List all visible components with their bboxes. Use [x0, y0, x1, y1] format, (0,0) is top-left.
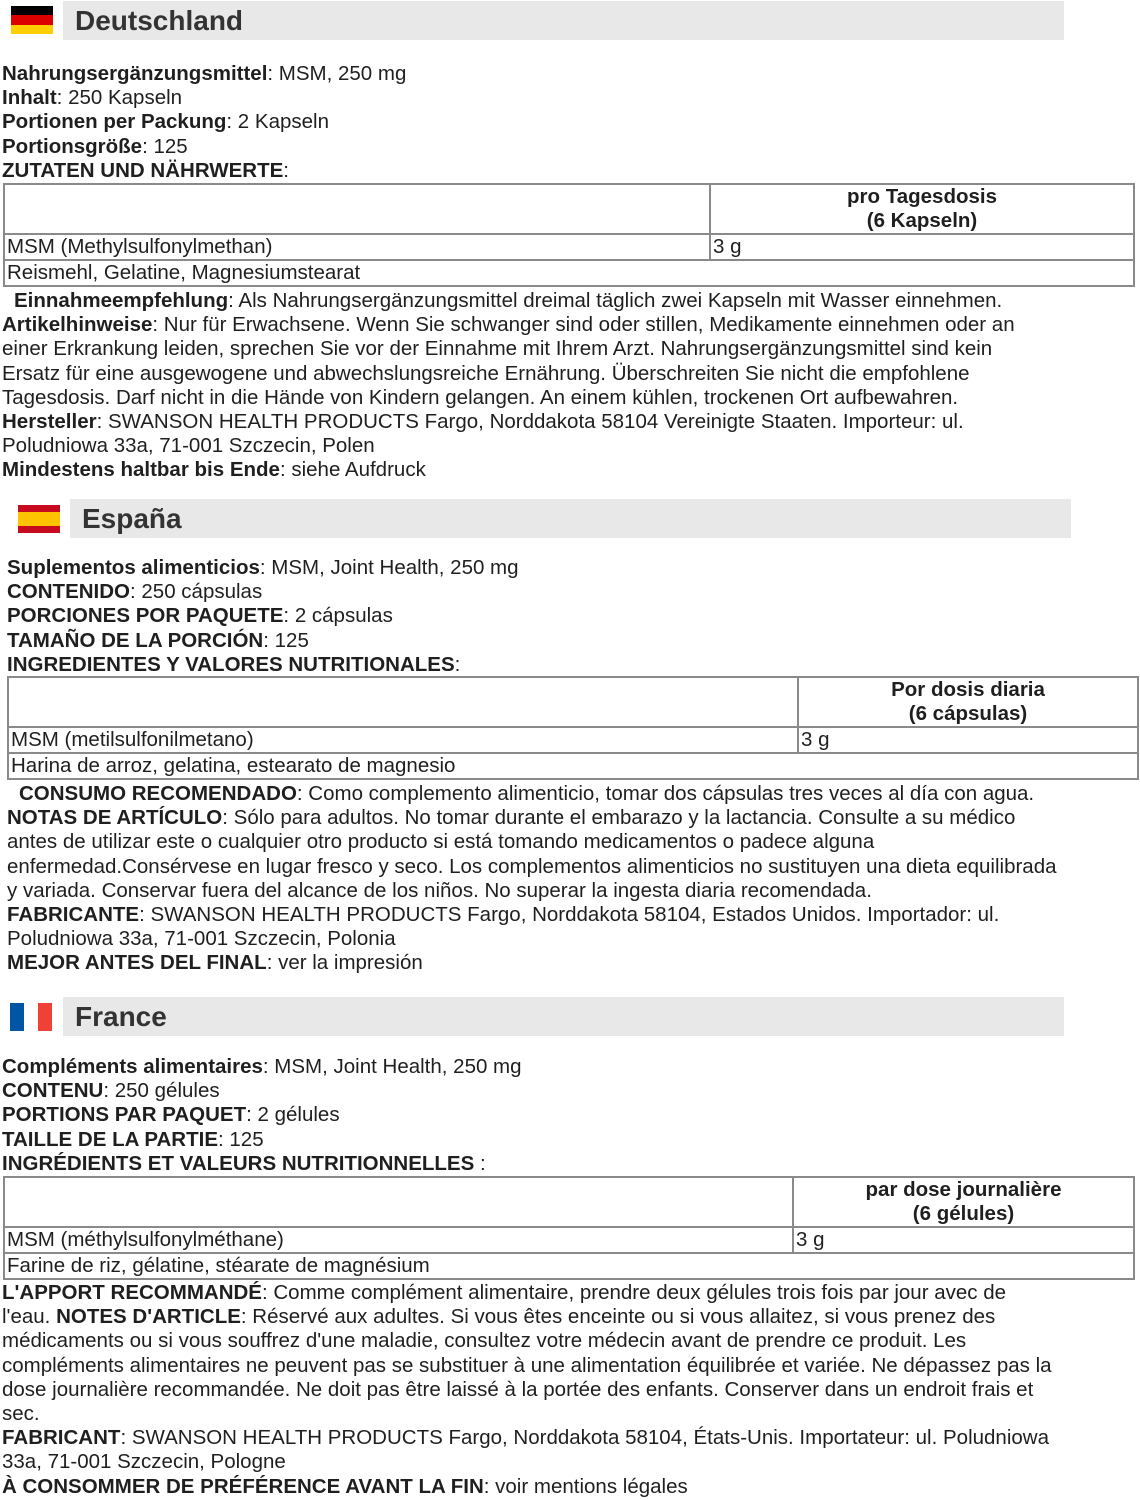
details-text — [7, 782, 1140, 976]
fact-label: PORTIONS PAR PAQUET — [2, 1103, 247, 1127]
section-header — [0, 0, 1140, 40]
fact-label: ZUTATEN UND NÄHRWERTE — [2, 158, 284, 182]
table-empty-cell — [8, 677, 798, 727]
text-line: Hersteller: SWANSON HEALTH PRODUCTS Fargo, Norddakota 58104 Vereinigte Staaten. Importeur: ul. — [2, 409, 964, 433]
fact-value: : 2 cápsulas — [283, 604, 393, 628]
text-line: Poludniowa 33a, 71-001 Szczecin, Polonia — [7, 927, 396, 951]
text-line: À CONSOMMER DE PRÉFÉRENCE AVANT LA FIN: voir mentions légales — [2, 1474, 688, 1498]
facts-list — [7, 556, 1140, 677]
details-text — [2, 289, 1138, 483]
other-ingredients: Farine de riz, gélatine, stéarate de magnésium — [4, 1253, 1134, 1279]
fact-line — [2, 110, 1138, 134]
other-ingredients: Harina de arroz, gelatina, estearato de magnesio — [8, 753, 1138, 779]
fact-value: : MSM, 250 mg — [267, 62, 407, 85]
fact-value: : 125 — [263, 628, 309, 652]
fact-line — [2, 62, 1138, 86]
section-header — [0, 996, 1140, 1036]
table-header: Por dosis diaria (6 cápsulas) — [798, 677, 1138, 727]
fact-value: : 2 gélules — [246, 1103, 340, 1127]
fact-value: : MSM, Joint Health, 250 mg — [262, 1055, 522, 1078]
fact-line — [2, 1128, 1138, 1152]
fact-value: : 250 cápsulas — [130, 580, 263, 604]
fact-value: : 250 gélules — [103, 1079, 220, 1103]
fact-label: Nahrungsergänzungsmittel — [2, 62, 268, 85]
fact-value: : — [454, 652, 461, 676]
fact-label: Portionsgröße — [2, 134, 143, 158]
text-line: compléments alimentaires ne peuvent pas se substituer à une alimentation équilibrée et variée. Ne dépassez pas la — [2, 1353, 1052, 1377]
fact-line — [2, 1152, 1138, 1176]
text-line: dose journalière recommandée. Ne doit pas être laissé à la portée des enfants. Conserver dans un endroit frais et — [2, 1377, 1034, 1401]
other-ingredients: Reismehl, Gelatine, Magnesiumstearat — [4, 260, 1134, 286]
fact-value: : 250 Kapseln — [56, 86, 183, 110]
details-text — [2, 1281, 1138, 1499]
fact-value: : MSM, Joint Health, 250 mg — [259, 556, 519, 579]
fact-line — [2, 159, 1138, 183]
ingredient-amount: 3 g — [710, 234, 1134, 260]
fact-label: TAILLE DE LA PARTIE — [2, 1127, 219, 1151]
fact-label: PORCIONES POR PAQUETE — [7, 604, 284, 628]
section-title-bar — [63, 1, 1064, 40]
fact-label: CONTENU — [2, 1079, 104, 1103]
table-empty-cell — [4, 1177, 793, 1227]
fact-label: CONTENIDO — [7, 580, 130, 604]
fact-line — [7, 580, 1140, 604]
fact-line — [2, 1103, 1138, 1127]
ingredient-amount: 3 g — [798, 727, 1138, 753]
section-title: España — [82, 503, 182, 534]
facts-list — [2, 1055, 1138, 1176]
table-empty-cell — [4, 184, 710, 234]
fact-line — [7, 629, 1140, 653]
fact-value: : — [283, 158, 289, 182]
text-line: 33a, 71-001 Szczecin, Pologne — [2, 1450, 286, 1474]
section-title: France — [75, 1001, 167, 1032]
fact-label: Compléments alimentaires — [2, 1055, 263, 1078]
text-line: médicaments ou si vous souffrez d'une maladie, consultez votre médecin avant de prendre ce produit. Les — [2, 1329, 967, 1353]
text-line: FABRICANT: SWANSON HEALTH PRODUCTS Fargo, Norddakota 58104, États-Unis. Importateur: ul. Poludniowa — [2, 1426, 1049, 1450]
spanish-flag-icon — [18, 505, 60, 533]
text-line: antes de utilizar este o cualquier otro producto si está tomando medicamentos o padece alguna — [7, 830, 875, 854]
nutrition-table — [3, 183, 1135, 287]
fact-line — [2, 1055, 1138, 1079]
text-line: einer Erkrankung leiden, sprechen Sie vor der Einnahme mit Ihrem Arzt. Nahrungsergänzungsmittel sind kein — [2, 337, 993, 361]
fact-value: : 125 — [218, 1127, 264, 1151]
text-line: y variada. Conservar fuera del alcance de los niños. No superar la ingesta diaria recomendada. — [7, 878, 872, 902]
text-line: NOTAS DE ARTÍCULO: Sólo para adultos. No tomar durante el embarazo y la lactancia. Consulte a su médico — [7, 806, 1016, 830]
ingredient-name: MSM (metilsulfonilmetano) — [8, 727, 798, 753]
text-line: L'APPORT RECOMMANDÉ: Comme complément alimentaire, prendre deux gélules trois fois par jour avec de — [2, 1281, 1007, 1304]
ingredient-name: MSM (méthylsulfonylméthane) — [4, 1227, 793, 1253]
fact-line — [7, 556, 1140, 580]
table-header: pro Tagesdosis (6 Kapseln) — [710, 184, 1134, 234]
text-line: Einnahmeempfehlung: Als Nahrungsergänzungsmittel dreimal täglich zwei Kapseln mit Wasser einnehmen. — [14, 289, 1003, 312]
text-line: FABRICANTE: SWANSON HEALTH PRODUCTS Fargo, Norddakota 58104, Estados Unidos. Importador: ul. — [7, 902, 1000, 926]
section-title-bar — [70, 499, 1071, 538]
text-line: MEJOR ANTES DEL FINAL: ver la impresión — [7, 951, 423, 975]
table-header: par dose journalière (6 gélules) — [793, 1177, 1134, 1227]
section-title: Deutschland — [75, 5, 244, 36]
text-line: Mindestens haltbar bis Ende: siehe Aufdruck — [2, 458, 426, 482]
fact-line — [7, 604, 1140, 628]
fact-line — [2, 86, 1138, 110]
fact-label: INGRÉDIENTS ET VALEURS NUTRITIONNELLES — [2, 1151, 475, 1175]
fact-label: Suplementos alimenticios — [7, 556, 260, 579]
fact-label: INGREDIENTES Y VALORES NUTRITIONALES — [7, 652, 455, 676]
fact-line — [7, 653, 1140, 677]
text-line: sec. — [2, 1401, 40, 1425]
text-line: Tagesdosis. Darf nicht in die Hände von Kindern gelangen. An einem kühlen, trockenen Ort aufbewahren. — [2, 385, 959, 409]
text-line: enfermedad.Consérvese en lugar fresco y seco. Los complementos alimenticios no sustituyen una dieta equilibrada — [7, 854, 1057, 878]
text-line: Artikelhinweise: Nur für Erwachsene. Wenn Sie schwanger sind oder stillen, Medikamente einnehmen oder an — [2, 313, 1015, 337]
text-line: l'eau. NOTES D'ARTICLE: Réservé aux adultes. Si vous êtes enceinte ou si vous allaitez, si vous prenez des — [2, 1305, 996, 1329]
fact-value: : — [474, 1151, 486, 1175]
fact-label: Portionen per Packung — [2, 110, 227, 134]
fact-label: TAMAÑO DE LA PORCIÓN — [7, 628, 264, 652]
fact-line — [2, 1079, 1138, 1103]
nutrition-table — [7, 676, 1139, 780]
fact-label: Inhalt — [2, 86, 57, 110]
section-title-bar — [63, 997, 1064, 1036]
ingredient-amount: 3 g — [793, 1227, 1134, 1253]
fact-value: : 2 Kapseln — [226, 110, 329, 134]
fact-value: : 125 — [142, 134, 188, 158]
french-flag-icon — [10, 1003, 52, 1031]
section-header — [0, 498, 1140, 538]
text-line: Poludniowa 33a, 71-001 Szczecin, Polen — [2, 434, 375, 458]
text-line: Ersatz für eine ausgewogene und abwechslungsreiche Ernährung. Überschreiten Sie nicht die empfohlene — [2, 361, 970, 385]
ingredient-name: MSM (Methylsulfonylmethan) — [4, 234, 710, 260]
facts-list — [2, 62, 1138, 183]
nutrition-table — [3, 1176, 1135, 1280]
fact-line — [2, 135, 1138, 159]
text-line: CONSUMO RECOMENDADO: Como complemento alimenticio, tomar dos cápsulas tres veces al día con agua. — [19, 782, 1035, 805]
german-flag-icon — [11, 6, 53, 34]
